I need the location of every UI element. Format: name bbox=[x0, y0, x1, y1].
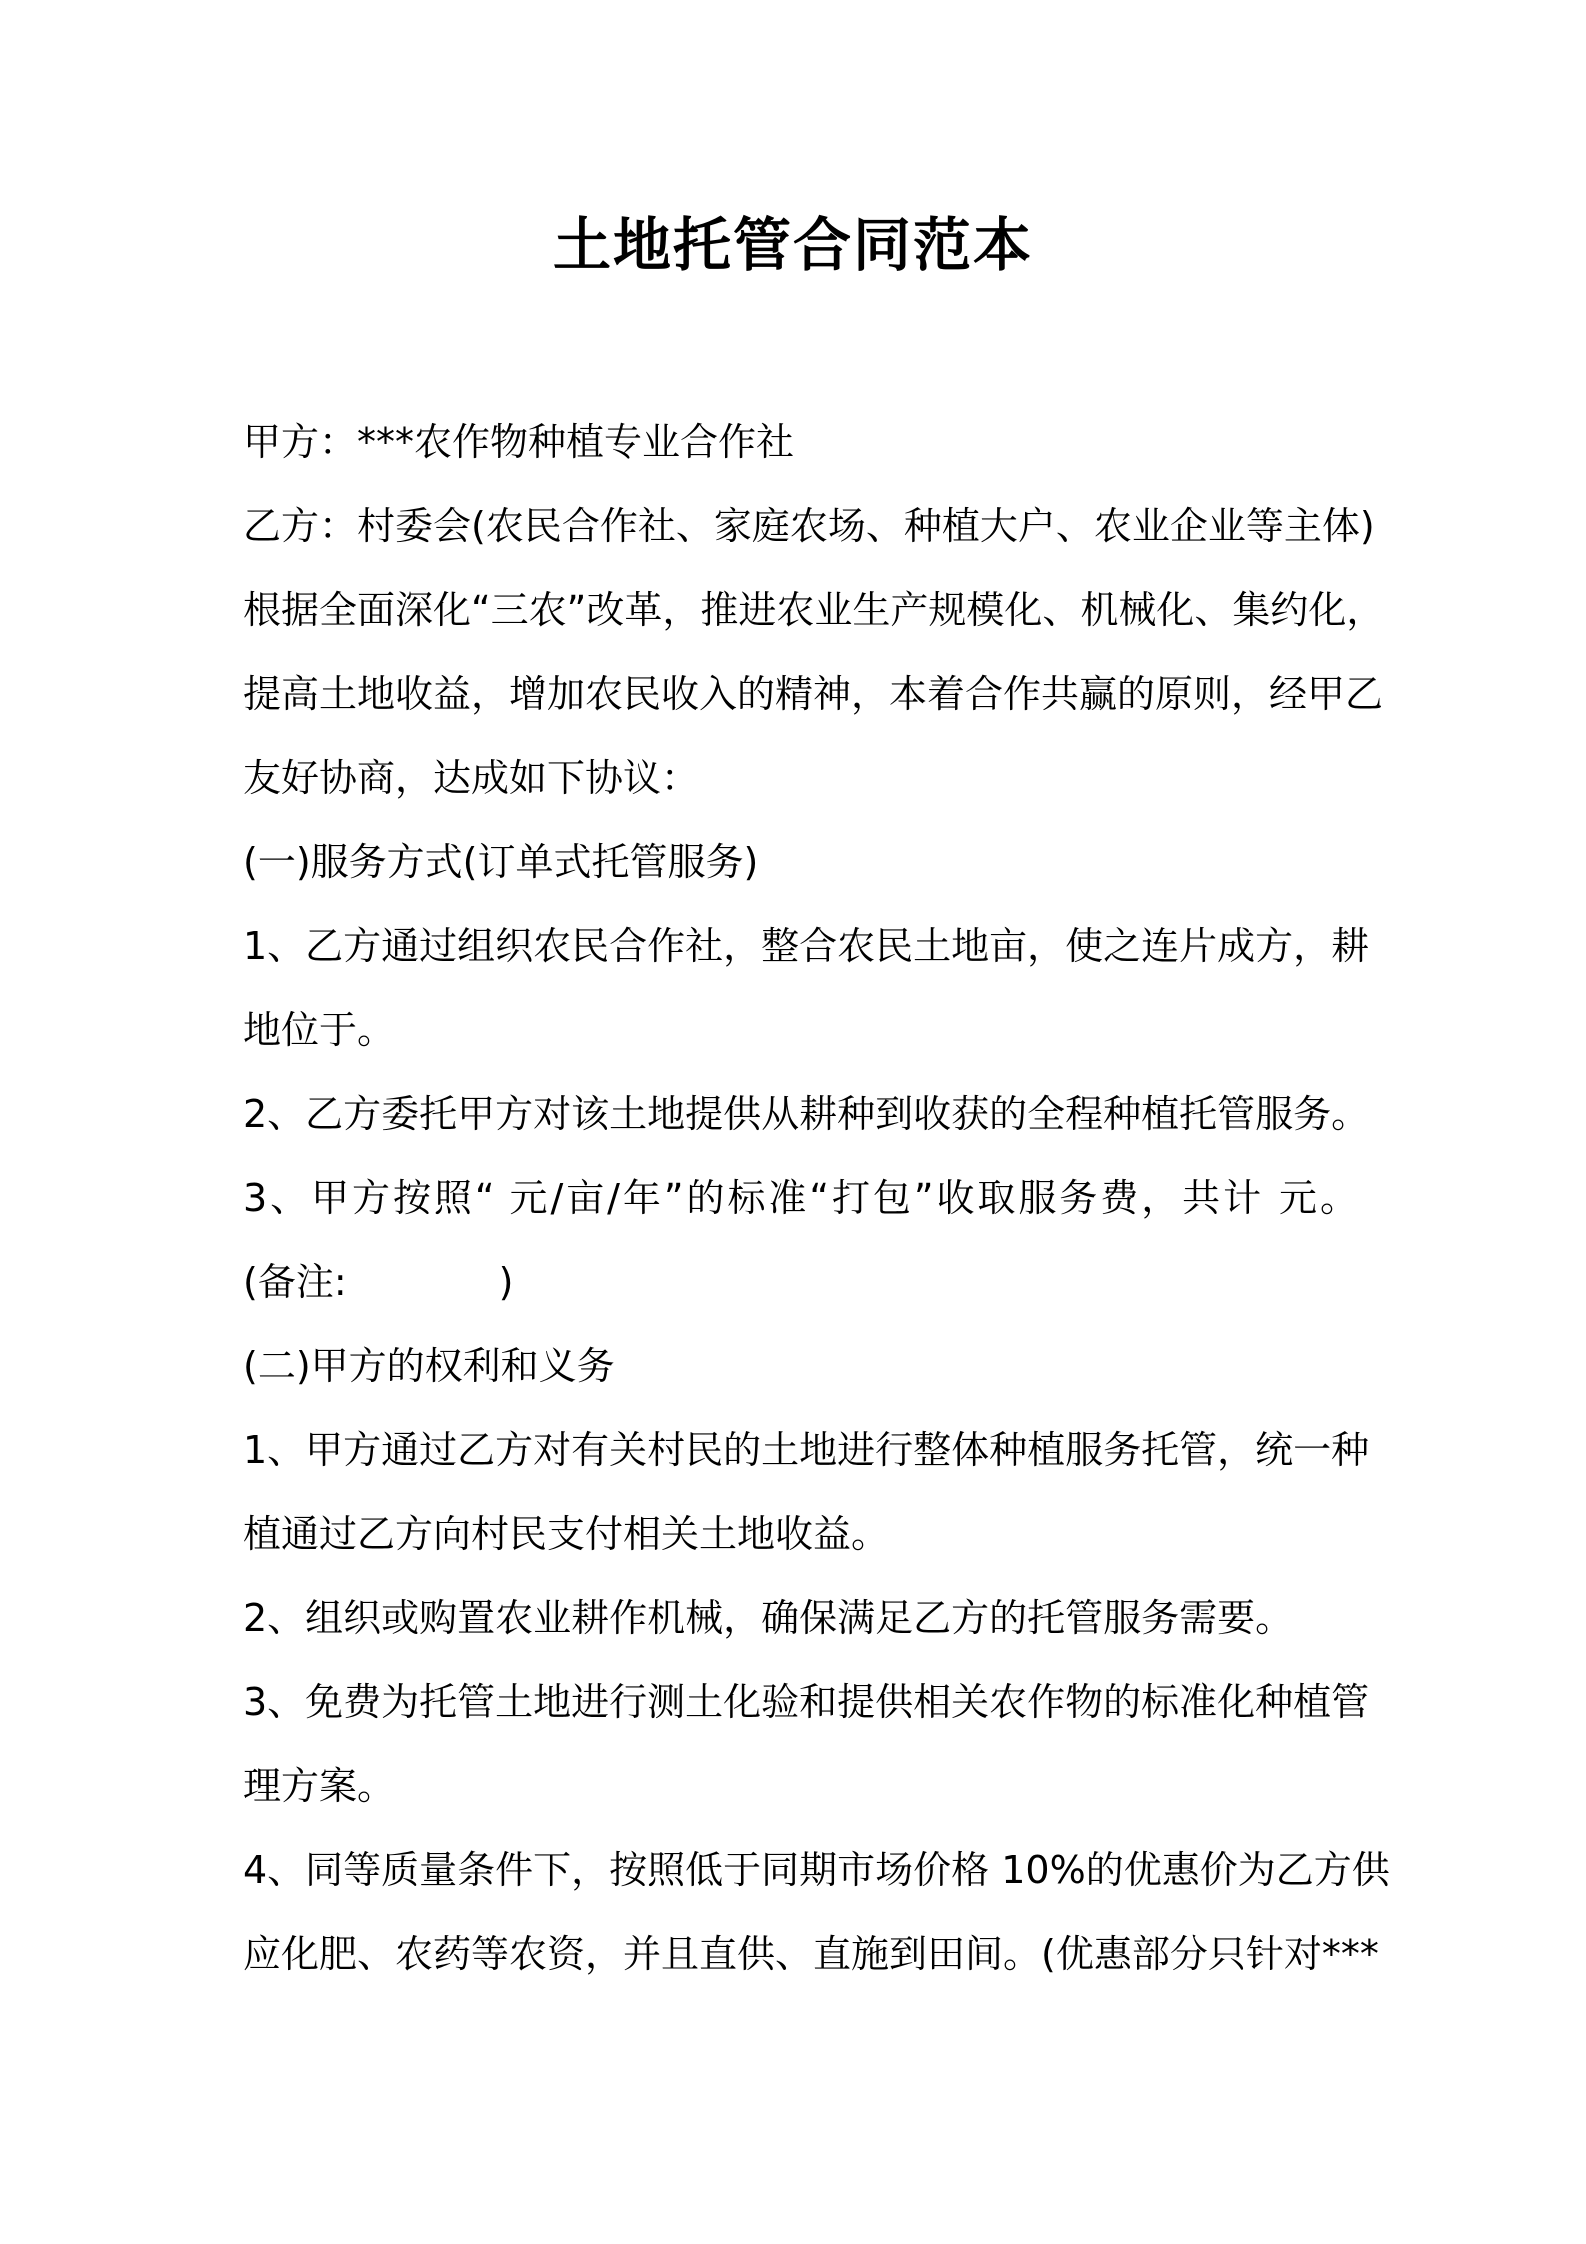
section-2-item-1-line-1: 1、甲方通过乙方对有关村民的土地进行整体种植服务托管，统一种 bbox=[243, 1428, 1370, 1472]
section-1-heading: (一)服务方式(订单式托管服务) bbox=[243, 840, 759, 884]
party-a-line: 甲方：***农作物种植专业合作社 bbox=[243, 420, 795, 464]
party-b-line: 乙方：村委会(农民合作社、家庭农场、种植大户、农业企业等主体) bbox=[243, 504, 1375, 548]
document-title: 土地托管合同范本 bbox=[552, 211, 1033, 279]
preamble-line-2: 提高土地收益，增加农民收入的精神，本着合作共赢的原则，经甲乙 bbox=[243, 672, 1384, 716]
preamble-line-1: 根据全面深化“三农”改革，推进农业生产规模化、机械化、集约化， bbox=[243, 588, 1385, 632]
section-2-item-1-line-2: 植通过乙方向村民支付相关土地收益。 bbox=[243, 1512, 890, 1556]
section-1-item-3: 3、甲方按照“ 元/亩/年”的标准“打包”收取服务费，共计 元。 bbox=[243, 1176, 1358, 1220]
section-2-item-4-line-1: 4、同等质量条件下，按照低于同期市场价格 10%的优惠价为乙方供 bbox=[243, 1848, 1390, 1892]
section-2-item-4-line-2: 应化肥、农药等农资，并且直供、直施到田间。(优惠部分只针对*** bbox=[243, 1932, 1379, 1976]
section-1-item-2: 2、乙方委托甲方对该土地提供从耕种到收获的全程种植托管服务。 bbox=[243, 1092, 1370, 1136]
section-2-item-3-line-1: 3、免费为托管土地进行测土化验和提供相关农作物的标准化种植管 bbox=[243, 1680, 1370, 1724]
section-2-item-2: 2、组织或购置农业耕作机械，确保满足乙方的托管服务需要。 bbox=[243, 1596, 1294, 1640]
section-2-item-3-line-2: 理方案。 bbox=[243, 1764, 396, 1808]
section-1-item-1-line-1: 1、乙方通过组织农民合作社，整合农民土地亩，使之连片成方，耕 bbox=[243, 924, 1370, 968]
remarks-line: (备注: ) bbox=[243, 1260, 514, 1304]
section-2-heading: (二)甲方的权利和义务 bbox=[243, 1344, 615, 1388]
document-body bbox=[243, 400, 1390, 1996]
preamble-line-3: 友好协商，达成如下协议： bbox=[243, 756, 700, 800]
section-1-item-1-line-2: 地位于。 bbox=[243, 1008, 396, 1052]
